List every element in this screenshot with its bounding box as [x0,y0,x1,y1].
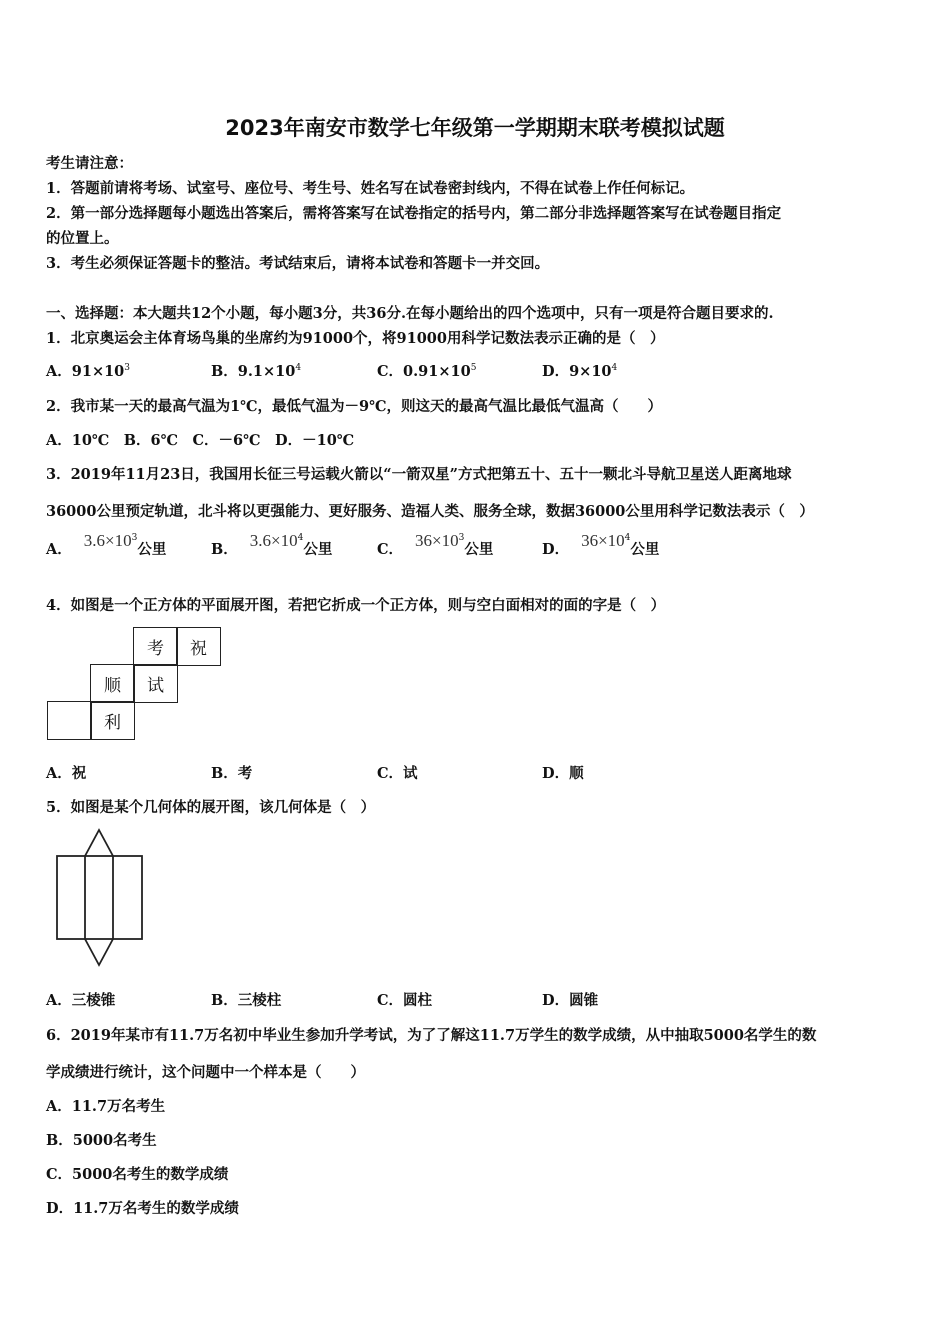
q3-b-label: B． [211,541,238,558]
page-title: 2023年南安市数学七年级第一学期期末联考模拟试题 [225,116,725,140]
q6-option-c[interactable]: C．5000名考生的数学成绩 [46,1166,229,1183]
q6-option-d[interactable]: D．11.7万名考生的数学成绩 [46,1200,239,1217]
q3-b-unit: 公里 [303,541,333,558]
q1-option-c[interactable] [377,360,476,381]
q1-d-value: 9×10 [569,363,612,380]
question-5-stem: 5．如图是某个几何体的展开图，该几何体是（ ） [46,799,376,816]
q3-a-value: 3.6×10 [83,531,132,550]
q1-a-label: A． [46,363,72,380]
notice-heading: 考生请注意： [46,155,133,172]
q5-option-c[interactable]: C．圆柱 [377,992,433,1009]
q3-b-exp: 4 [297,533,304,544]
notice-line-3: 3．考生必须保证答题卡的整洁。考试结束后，请将本试卷和答题卡一并交回。 [46,255,550,272]
q4-option-b[interactable]: B．考 [211,765,253,782]
question-2-stem: 2．我市某一天的最高气温为1℃，最低气温为－9℃，则这天的最高气温比最低气温高（ ） [46,398,663,415]
q4-option-d[interactable]: D．顺 [542,765,584,782]
net-cell-kao: 考 [133,627,178,666]
net-cell-shun: 顺 [90,664,135,703]
q3-c-unit: 公里 [464,541,494,558]
q3-c-exp: 3 [458,533,465,544]
q5-option-b[interactable]: B．三棱柱 [211,992,282,1009]
q1-c-exp: 5 [470,363,477,374]
q1-option-b[interactable] [211,360,301,381]
prism-net-figure [52,826,148,970]
q2-options[interactable]: A．10℃ B．6℃ C．－6℃ D．－10℃ [46,432,355,449]
prism-net-outline [57,856,142,939]
q1-b-value: 9.1×10 [237,363,296,380]
q3-d-unit: 公里 [630,541,660,558]
net-cell-zhu: 祝 [176,627,221,666]
net-cell-shi: 试 [133,664,178,703]
notice-line-1: 1．答题前请将考场、试室号、座位号、考生号、姓名写在试卷密封线内，不得在试卷上作任何标记。 [46,180,695,197]
q1-c-value: 0.91×10 [403,363,471,380]
prism-net-top-triangle [85,830,113,856]
section-heading: 一、选择题：本大题共12个小题，每小题3分，共36分.在每小题给出的四个选项中，只有一项是符合题目要求的. [46,305,774,322]
q1-d-label: D． [542,363,570,380]
question-6-stem: 6．2019年某市有11.7万名初中毕业生参加升学考试，为了了解这11.7万学生的数学成绩，从中抽取5000名学生的数 [46,1027,817,1044]
question-3-stem: 3．2019年11月23日，我国用长征三号运载火箭以“一箭双星”方式把第五十、五十一颗北斗导航卫星送人距离地球 [46,466,792,483]
q1-b-label: B． [211,363,238,380]
q1-c-label: C． [377,363,404,380]
notice-line-2: 2．第一部分选择题每小题选出答案后，需将答案写在试卷指定的括号内，第二部分非选择题答案写在试卷题目指定 [46,205,782,222]
q1-d-exp: 4 [611,363,618,374]
question-3-stem-cont: 36000公里预定轨道，北斗将以更强能力、更好服务、造福人类、服务全球，数据36000公里用科学记数法表示（ ） [46,503,814,520]
q3-option-a[interactable] [46,531,167,559]
q1-option-a[interactable] [46,360,130,381]
net-cell-li: 利 [90,701,135,740]
q3-c-label: C． [377,541,404,558]
q3-c-value: 36×10 [415,531,459,550]
q1-a-value: 91×10 [71,363,125,380]
q3-option-d[interactable] [542,531,660,559]
q3-a-unit: 公里 [137,541,167,558]
q1-option-d[interactable] [542,360,617,381]
notice-line-2-cont: 的位置上。 [46,230,119,247]
q5-option-d[interactable]: D．圆锥 [542,992,599,1009]
question-4-stem: 4．如图是一个正方体的平面展开图，若把它折成一个正方体，则与空白面相对的面的字是（ ） [46,597,666,614]
net-cell-blank [47,701,92,740]
q3-a-exp: 3 [131,533,138,544]
q6-option-b[interactable]: B．5000名考生 [46,1132,157,1149]
q3-option-c[interactable] [377,531,494,559]
q3-d-label: D． [542,541,570,558]
q3-option-b[interactable] [211,531,333,559]
q5-option-a[interactable]: A．三棱锥 [46,992,116,1009]
q6-option-a[interactable]: A．11.7万名考生 [46,1098,166,1115]
q1-b-exp: 4 [295,363,302,374]
q3-a-label: A． [46,541,72,558]
q4-option-c[interactable]: C．试 [377,765,418,782]
q1-a-exp: 3 [124,363,131,374]
q3-d-exp: 4 [624,533,631,544]
question-6-stem-cont: 学成绩进行统计，这个问题中一个样本是（ ） [46,1064,365,1081]
q3-b-value: 3.6×10 [249,531,298,550]
q4-option-a[interactable]: A．祝 [46,765,87,782]
prism-net-bottom-triangle [85,939,113,965]
q3-d-value: 36×10 [581,531,625,550]
question-1-stem: 1．北京奥运会主体育场鸟巢的坐席约为91000个，将91000用科学记数法表示正确的是（ ） [46,330,665,347]
